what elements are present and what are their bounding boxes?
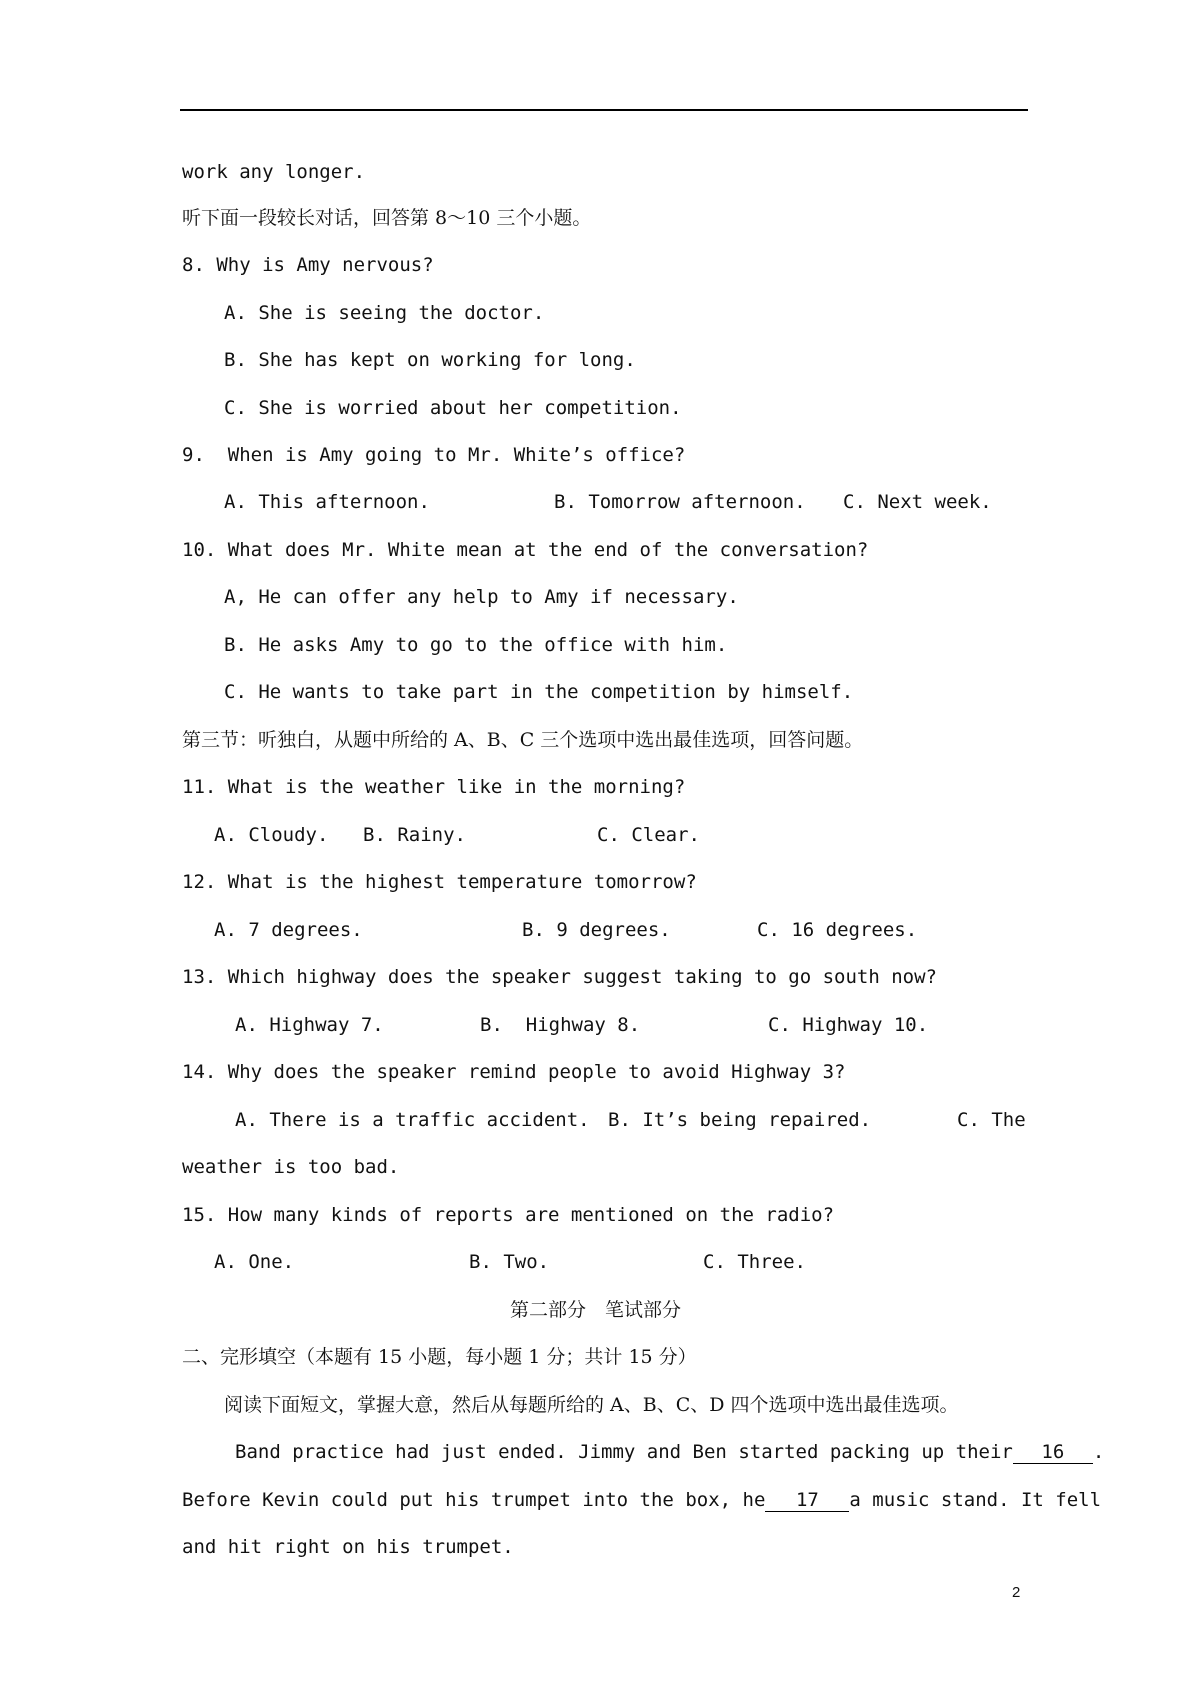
question-9-option-b: B. Tomorrow afternoon. bbox=[554, 491, 806, 513]
question-15-option-a: A. One. bbox=[214, 1251, 295, 1273]
question-14-option-a: A. There is a traffic accident. bbox=[235, 1109, 590, 1131]
question-15-stem: 15. How many kinds of reports are mentioned on the radio? bbox=[182, 1204, 835, 1226]
question-13-stem: 13. Which highway does the speaker suggest taking to go south now? bbox=[182, 966, 937, 988]
question-9-stem: 9. When is Amy going to Mr. White’s office? bbox=[182, 444, 686, 466]
question-10-option-b: B. He asks Amy to go to the office with him. bbox=[224, 634, 728, 656]
header-rule bbox=[180, 109, 1028, 111]
question-10-option-a: A, He can offer any help to Amy if necessary. bbox=[224, 586, 739, 608]
question-14-stem: 14. Why does the speaker remind people to avoid Highway 3? bbox=[182, 1061, 846, 1083]
passage-line-2 bbox=[182, 1488, 1101, 1512]
question-15-option-b: B. Two. bbox=[469, 1251, 550, 1273]
question-11-option-c: C. Clear. bbox=[597, 824, 700, 846]
question-12-option-b: B. 9 degrees. bbox=[522, 919, 671, 941]
question-8-option-c: C. She is worried about her competition. bbox=[224, 397, 682, 419]
question-11-option-a: A. Cloudy. bbox=[214, 824, 329, 846]
question-10-option-c: C. He wants to take part in the competition by himself. bbox=[224, 681, 854, 703]
passage-line-3: and hit right on his trumpet. bbox=[182, 1536, 514, 1558]
passage-line-2-text: Before Kevin could put his trumpet into the box, he bbox=[182, 1489, 766, 1511]
question-13-option-a: A. Highway 7. bbox=[235, 1014, 384, 1036]
question-12-stem: 12. What is the highest temperature tomorrow? bbox=[182, 871, 697, 893]
cloze-instruction: 阅读下面短文，掌握大意，然后从每题所给的 A、B、C、D 四个选项中选出最佳选项。 bbox=[224, 1394, 959, 1416]
question-9-option-a: A. This afternoon. bbox=[224, 491, 430, 513]
question-14-option-c: C. The bbox=[957, 1109, 1026, 1131]
question-8-option-a: A. She is seeing the doctor. bbox=[224, 302, 545, 324]
blank-17[interactable]: 17 bbox=[765, 1489, 849, 1512]
question-8-stem: 8. Why is Amy nervous? bbox=[182, 254, 434, 276]
question-10-stem: 10. What does Mr. White mean at the end of the conversation? bbox=[182, 539, 869, 561]
passage-line-1-end: . bbox=[1092, 1441, 1105, 1463]
passage-line-1 bbox=[235, 1440, 1104, 1464]
question-13-option-b: B. Highway 8. bbox=[480, 1014, 641, 1036]
passage-line-2-end: a music stand. It fell bbox=[849, 1489, 1102, 1511]
question-14-option-c-continued: weather is too bad. bbox=[182, 1156, 400, 1178]
question-12-option-c: C. 16 degrees. bbox=[757, 919, 918, 941]
question-8-option-b: B. She has kept on working for long. bbox=[224, 349, 636, 371]
blank-16[interactable]: 16 bbox=[1013, 1441, 1093, 1464]
question-14-option-b: B. It’s being repaired. bbox=[608, 1109, 872, 1131]
page-number: 2 bbox=[1012, 1584, 1021, 1601]
cloze-section-title: 二、完形填空（本题有 15 小题，每小题 1 分；共计 15 分） bbox=[182, 1346, 697, 1368]
section-3-instruction: 第三节：听独白，从题中所给的 A、B、C 三个选项中选出最佳选项，回答问题。 bbox=[182, 729, 864, 751]
part-2-heading: 第二部分 笔试部分 bbox=[510, 1299, 682, 1321]
instruction-8-10: 听下面一段较长对话，回答第 8～10 三个小题。 bbox=[182, 207, 592, 229]
question-15-option-c: C. Three. bbox=[703, 1251, 806, 1273]
question-13-option-c: C. Highway 10. bbox=[768, 1014, 929, 1036]
carry-over-line: work any longer. bbox=[182, 161, 366, 183]
question-12-option-a: A. 7 degrees. bbox=[214, 919, 363, 941]
passage-line-1-text: Band practice had just ended. Jimmy and Ben started packing up their bbox=[235, 1441, 1013, 1463]
question-9-option-c: C. Next week. bbox=[843, 491, 992, 513]
question-11-stem: 11. What is the weather like in the morning? bbox=[182, 776, 686, 798]
question-11-option-b: B. Rainy. bbox=[363, 824, 466, 846]
